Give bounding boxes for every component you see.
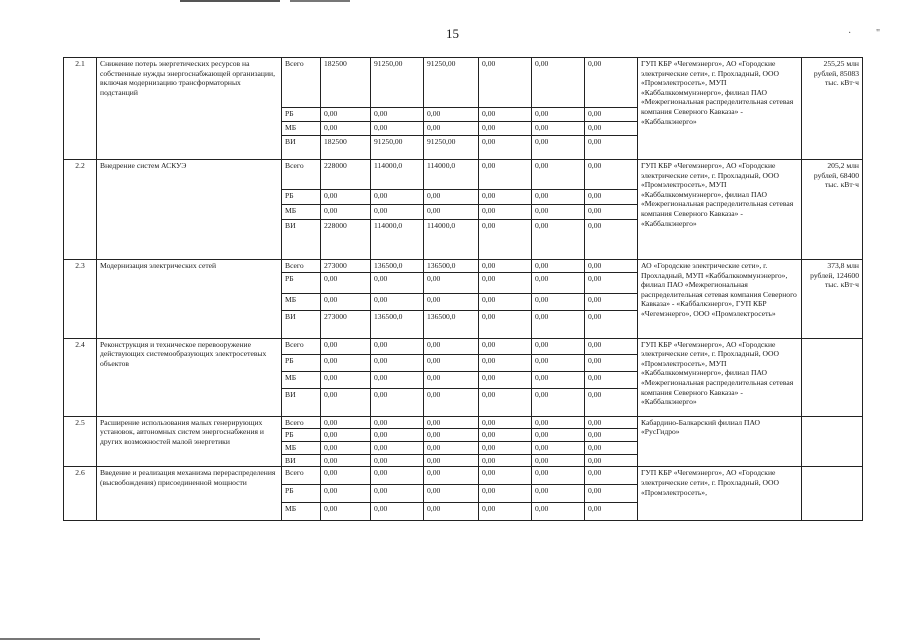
funding-source: ВИ	[282, 388, 321, 416]
funding-value-year5: 0,00	[585, 293, 638, 310]
measure-result	[802, 416, 863, 467]
funding-value-total: 273000	[321, 260, 371, 273]
funding-value-year5: 0,00	[585, 122, 638, 136]
measure-result	[802, 467, 863, 521]
measure-result	[802, 338, 863, 416]
measure-executors: ГУП КБР «Чегемэнерго», АО «Городские электрические сети», г. Прохладный, ООО «Промэлектросеть», МУП «Каббалккоммунэнерго», филиал ПАО «Межрегиональная распределительная сетевая компания Северного Кавказа» - «Каббалкэнерго»	[638, 58, 802, 160]
funding-value-year1: 114000,0	[371, 220, 424, 260]
funding-value-year3: 0,00	[479, 260, 532, 273]
funding-value-total: 0,00	[321, 190, 371, 205]
funding-value-year1: 91250,00	[371, 136, 424, 160]
funding-value-year1: 114000,0	[371, 160, 424, 190]
measure-number: 2.1	[64, 58, 97, 160]
funding-value-year1: 0,00	[371, 122, 424, 136]
funding-row	[64, 467, 863, 485]
funding-value-year4: 0,00	[532, 136, 585, 160]
funding-value-year3: 0,00	[479, 467, 532, 485]
funding-value-total: 0,00	[321, 108, 371, 122]
funding-value-total: 0,00	[321, 338, 371, 354]
measure-executors: ГУП КБР «Чегемэнерго», АО «Городские электрические сети», г. Прохладный, ООО «Промэлектросеть», МУП «Каббалккоммунэнерго», филиал ПАО «Межрегиональная распределительная сетевая компания Северного Кавказа» - «Каббалкэнерго»	[638, 160, 802, 260]
funding-value-year1: 0,00	[371, 272, 424, 293]
funding-value-year4: 0,00	[532, 220, 585, 260]
funding-value-year4: 0,00	[532, 310, 585, 338]
funding-value-total: 0,00	[321, 122, 371, 136]
funding-value-year4: 0,00	[532, 354, 585, 371]
funding-value-year3: 0,00	[479, 354, 532, 371]
funding-value-year4: 0,00	[532, 205, 585, 220]
funding-source: Всего	[282, 416, 321, 429]
funding-value-year2: 0,00	[424, 338, 479, 354]
funding-value-year1: 0,00	[371, 190, 424, 205]
funding-value-year5: 0,00	[585, 220, 638, 260]
funding-value-year1: 0,00	[371, 108, 424, 122]
funding-source: Всего	[282, 467, 321, 485]
scan-rule-top	[180, 0, 280, 2]
measure-executors: ГУП КБР «Чегемэнерго», АО «Городские электрические сети», г. Прохладный, ООО «Промэлектросеть», МУП «Каббалккоммунэнерго», филиал ПАО «Межрегиональная распределительная сетевая компания Северного Кавказа» - «Каббалкэнерго»	[638, 338, 802, 416]
funding-value-total: 0,00	[321, 416, 371, 429]
funding-row	[64, 58, 863, 108]
funding-value-year5: 0,00	[585, 503, 638, 521]
funding-value-year1: 0,00	[371, 442, 424, 455]
funding-value-total: 0,00	[321, 388, 371, 416]
funding-value-year2: 0,00	[424, 371, 479, 388]
funding-value-year1: 0,00	[371, 354, 424, 371]
funding-value-year3: 0,00	[479, 205, 532, 220]
funding-value-total: 0,00	[321, 205, 371, 220]
funding-value-year3: 0,00	[479, 416, 532, 429]
funding-value-year4: 0,00	[532, 388, 585, 416]
measure-name: Реконструкция и техническое перевооружение действующих системообразующих электросетевых объектов	[97, 338, 282, 416]
funding-value-year4: 0,00	[532, 467, 585, 485]
funding-value-year1: 0,00	[371, 454, 424, 467]
funding-source: МБ	[282, 371, 321, 388]
funding-value-total: 0,00	[321, 429, 371, 442]
funding-source: Всего	[282, 338, 321, 354]
funding-source: МБ	[282, 205, 321, 220]
funding-value-total: 0,00	[321, 467, 371, 485]
funding-value-year2: 0,00	[424, 108, 479, 122]
funding-value-year5: 0,00	[585, 371, 638, 388]
funding-row	[64, 160, 863, 190]
funding-value-year2: 0,00	[424, 467, 479, 485]
funding-value-year3: 0,00	[479, 272, 532, 293]
funding-source: МБ	[282, 442, 321, 455]
funding-value-year2: 0,00	[424, 190, 479, 205]
funding-row	[64, 260, 863, 273]
measure-name: Модернизация электрических сетей	[97, 260, 282, 339]
funding-value-year2: 0,00	[424, 388, 479, 416]
funding-value-year3: 0,00	[479, 136, 532, 160]
funding-source: РБ	[282, 354, 321, 371]
funding-value-year2: 0,00	[424, 416, 479, 429]
funding-value-total: 0,00	[321, 293, 371, 310]
funding-value-total: 182500	[321, 58, 371, 108]
funding-value-year3: 0,00	[479, 454, 532, 467]
funding-value-year1: 0,00	[371, 416, 424, 429]
funding-value-year2: 0,00	[424, 354, 479, 371]
funding-value-year3: 0,00	[479, 429, 532, 442]
funding-value-year1: 91250,00	[371, 58, 424, 108]
funding-value-year3: 0,00	[479, 122, 532, 136]
funding-source: ВИ	[282, 136, 321, 160]
measure-number: 2.6	[64, 467, 97, 521]
funding-value-year3: 0,00	[479, 108, 532, 122]
measure-number: 2.3	[64, 260, 97, 339]
funding-source: РБ	[282, 108, 321, 122]
funding-value-year4: 0,00	[532, 293, 585, 310]
funding-value-year4: 0,00	[532, 429, 585, 442]
funding-value-year1: 0,00	[371, 388, 424, 416]
funding-value-year3: 0,00	[479, 442, 532, 455]
funding-row	[64, 416, 863, 429]
funding-value-year2: 0,00	[424, 122, 479, 136]
funding-value-year3: 0,00	[479, 388, 532, 416]
measure-executors: АО «Городские электрические сети», г. Прохладный, МУП «Каббалккоммунэнерго», филиал ПАО «Межрегиональная распределительная сетевая компания Северного Кавказа» - «Каббалкэнерго», ГУП КБР «Чегемэнерго», ООО «Промэлектросеть»	[638, 260, 802, 339]
funding-source: ВИ	[282, 454, 321, 467]
measure-result: 373,8 млн рублей, 124600 тыс. кВт·ч	[802, 260, 863, 339]
funding-value-total: 228000	[321, 160, 371, 190]
measures-table-body	[64, 58, 863, 521]
funding-value-total: 0,00	[321, 485, 371, 503]
funding-value-year3: 0,00	[479, 160, 532, 190]
funding-value-total: 273000	[321, 310, 371, 338]
funding-value-year1: 0,00	[371, 293, 424, 310]
funding-value-total: 0,00	[321, 442, 371, 455]
funding-value-year5: 0,00	[585, 454, 638, 467]
funding-value-year2: 114000,0	[424, 160, 479, 190]
funding-value-year2: 136500,0	[424, 310, 479, 338]
scan-rule-top-2	[290, 0, 350, 2]
funding-value-year2: 136500,0	[424, 260, 479, 273]
funding-source: Всего	[282, 260, 321, 273]
funding-value-year5: 0,00	[585, 272, 638, 293]
funding-value-year2: 0,00	[424, 293, 479, 310]
measure-name: Внедрение систем АСКУЭ	[97, 160, 282, 260]
funding-value-year4: 0,00	[532, 454, 585, 467]
funding-value-year1: 136500,0	[371, 310, 424, 338]
measure-number: 2.2	[64, 160, 97, 260]
measure-result: 255,25 млн рублей, 85083 тыс. кВт·ч	[802, 58, 863, 160]
funding-value-year1: 136500,0	[371, 260, 424, 273]
funding-value-year2: 0,00	[424, 429, 479, 442]
funding-source: Всего	[282, 160, 321, 190]
funding-value-year4: 0,00	[532, 58, 585, 108]
funding-value-year2: 0,00	[424, 272, 479, 293]
funding-value-year2: 0,00	[424, 503, 479, 521]
funding-source: ВИ	[282, 310, 321, 338]
funding-value-year1: 0,00	[371, 371, 424, 388]
funding-value-year3: 0,00	[479, 190, 532, 205]
funding-value-year5: 0,00	[585, 467, 638, 485]
funding-row	[64, 338, 863, 354]
funding-value-year5: 0,00	[585, 190, 638, 205]
funding-value-year5: 0,00	[585, 205, 638, 220]
funding-value-year4: 0,00	[532, 338, 585, 354]
funding-source: МБ	[282, 293, 321, 310]
funding-value-year1: 0,00	[371, 485, 424, 503]
funding-value-year5: 0,00	[585, 108, 638, 122]
funding-value-year3: 0,00	[479, 371, 532, 388]
funding-value-total: 0,00	[321, 272, 371, 293]
measures-table	[63, 57, 863, 521]
funding-value-year5: 0,00	[585, 136, 638, 160]
measure-name: Снижение потерь энергетических ресурсов на собственные нужды энергоснабжающей организации, включая модернизацию трансформаторных подстанций	[97, 58, 282, 160]
funding-value-total: 0,00	[321, 371, 371, 388]
funding-source: РБ	[282, 429, 321, 442]
funding-source: РБ	[282, 190, 321, 205]
scan-mark: "	[876, 28, 881, 39]
funding-value-year5: 0,00	[585, 160, 638, 190]
funding-value-year4: 0,00	[532, 272, 585, 293]
funding-value-year2: 0,00	[424, 205, 479, 220]
funding-value-year3: 0,00	[479, 58, 532, 108]
funding-value-year4: 0,00	[532, 503, 585, 521]
funding-value-year1: 0,00	[371, 429, 424, 442]
funding-value-year3: 0,00	[479, 310, 532, 338]
funding-value-year1: 0,00	[371, 503, 424, 521]
funding-value-year3: 0,00	[479, 220, 532, 260]
funding-value-year2: 0,00	[424, 485, 479, 503]
scan-mark: ·	[848, 28, 852, 39]
page-number: 15	[446, 26, 459, 41]
funding-value-total: 228000	[321, 220, 371, 260]
funding-value-year2: 0,00	[424, 442, 479, 455]
measure-name: Расширение использования малых генерирующих установок, автономных систем энергоснабжения и других возможностей малой энергетики	[97, 416, 282, 467]
funding-value-year5: 0,00	[585, 338, 638, 354]
funding-value-year3: 0,00	[479, 503, 532, 521]
funding-source: РБ	[282, 485, 321, 503]
measure-number: 2.5	[64, 416, 97, 467]
funding-value-year2: 91250,00	[424, 58, 479, 108]
measure-executors: ГУП КБР «Чегемэнерго», АО «Городские электрические сети», г. Прохладный, ООО «Промэлектросеть»,	[638, 467, 802, 521]
funding-value-total: 0,00	[321, 454, 371, 467]
funding-value-year5: 0,00	[585, 416, 638, 429]
funding-value-year5: 0,00	[585, 485, 638, 503]
funding-value-year3: 0,00	[479, 293, 532, 310]
funding-source: МБ	[282, 122, 321, 136]
funding-value-year1: 0,00	[371, 467, 424, 485]
funding-value-year3: 0,00	[479, 338, 532, 354]
funding-value-total: 0,00	[321, 354, 371, 371]
funding-value-year5: 0,00	[585, 442, 638, 455]
funding-value-total: 0,00	[321, 503, 371, 521]
funding-value-year4: 0,00	[532, 160, 585, 190]
funding-value-year4: 0,00	[532, 485, 585, 503]
measure-number: 2.4	[64, 338, 97, 416]
funding-value-year4: 0,00	[532, 371, 585, 388]
funding-value-year4: 0,00	[532, 122, 585, 136]
funding-value-year2: 0,00	[424, 454, 479, 467]
funding-value-year1: 0,00	[371, 338, 424, 354]
funding-value-year4: 0,00	[532, 108, 585, 122]
measure-result: 205,2 млн рублей, 68400 тыс. кВт·ч	[802, 160, 863, 260]
funding-value-year4: 0,00	[532, 442, 585, 455]
funding-value-year5: 0,00	[585, 260, 638, 273]
funding-value-year2: 114000,0	[424, 220, 479, 260]
funding-value-year2: 91250,00	[424, 136, 479, 160]
funding-value-year5: 0,00	[585, 354, 638, 371]
funding-source: Всего	[282, 58, 321, 108]
funding-value-year5: 0,00	[585, 429, 638, 442]
funding-value-year5: 0,00	[585, 58, 638, 108]
funding-value-year4: 0,00	[532, 416, 585, 429]
funding-value-year3: 0,00	[479, 485, 532, 503]
funding-value-year5: 0,00	[585, 388, 638, 416]
funding-value-year4: 0,00	[532, 260, 585, 273]
measure-executors: Кабардино-Балкарский филиал ПАО «РусГидро»	[638, 416, 802, 467]
funding-value-year1: 0,00	[371, 205, 424, 220]
funding-value-year4: 0,00	[532, 190, 585, 205]
funding-value-total: 182500	[321, 136, 371, 160]
measure-name: Введение и реализация механизма перераспределения (высвобождения) присоединенной мощности	[97, 467, 282, 521]
funding-source: РБ	[282, 272, 321, 293]
funding-source: ВИ	[282, 220, 321, 260]
funding-source: МБ	[282, 503, 321, 521]
funding-value-year5: 0,00	[585, 310, 638, 338]
